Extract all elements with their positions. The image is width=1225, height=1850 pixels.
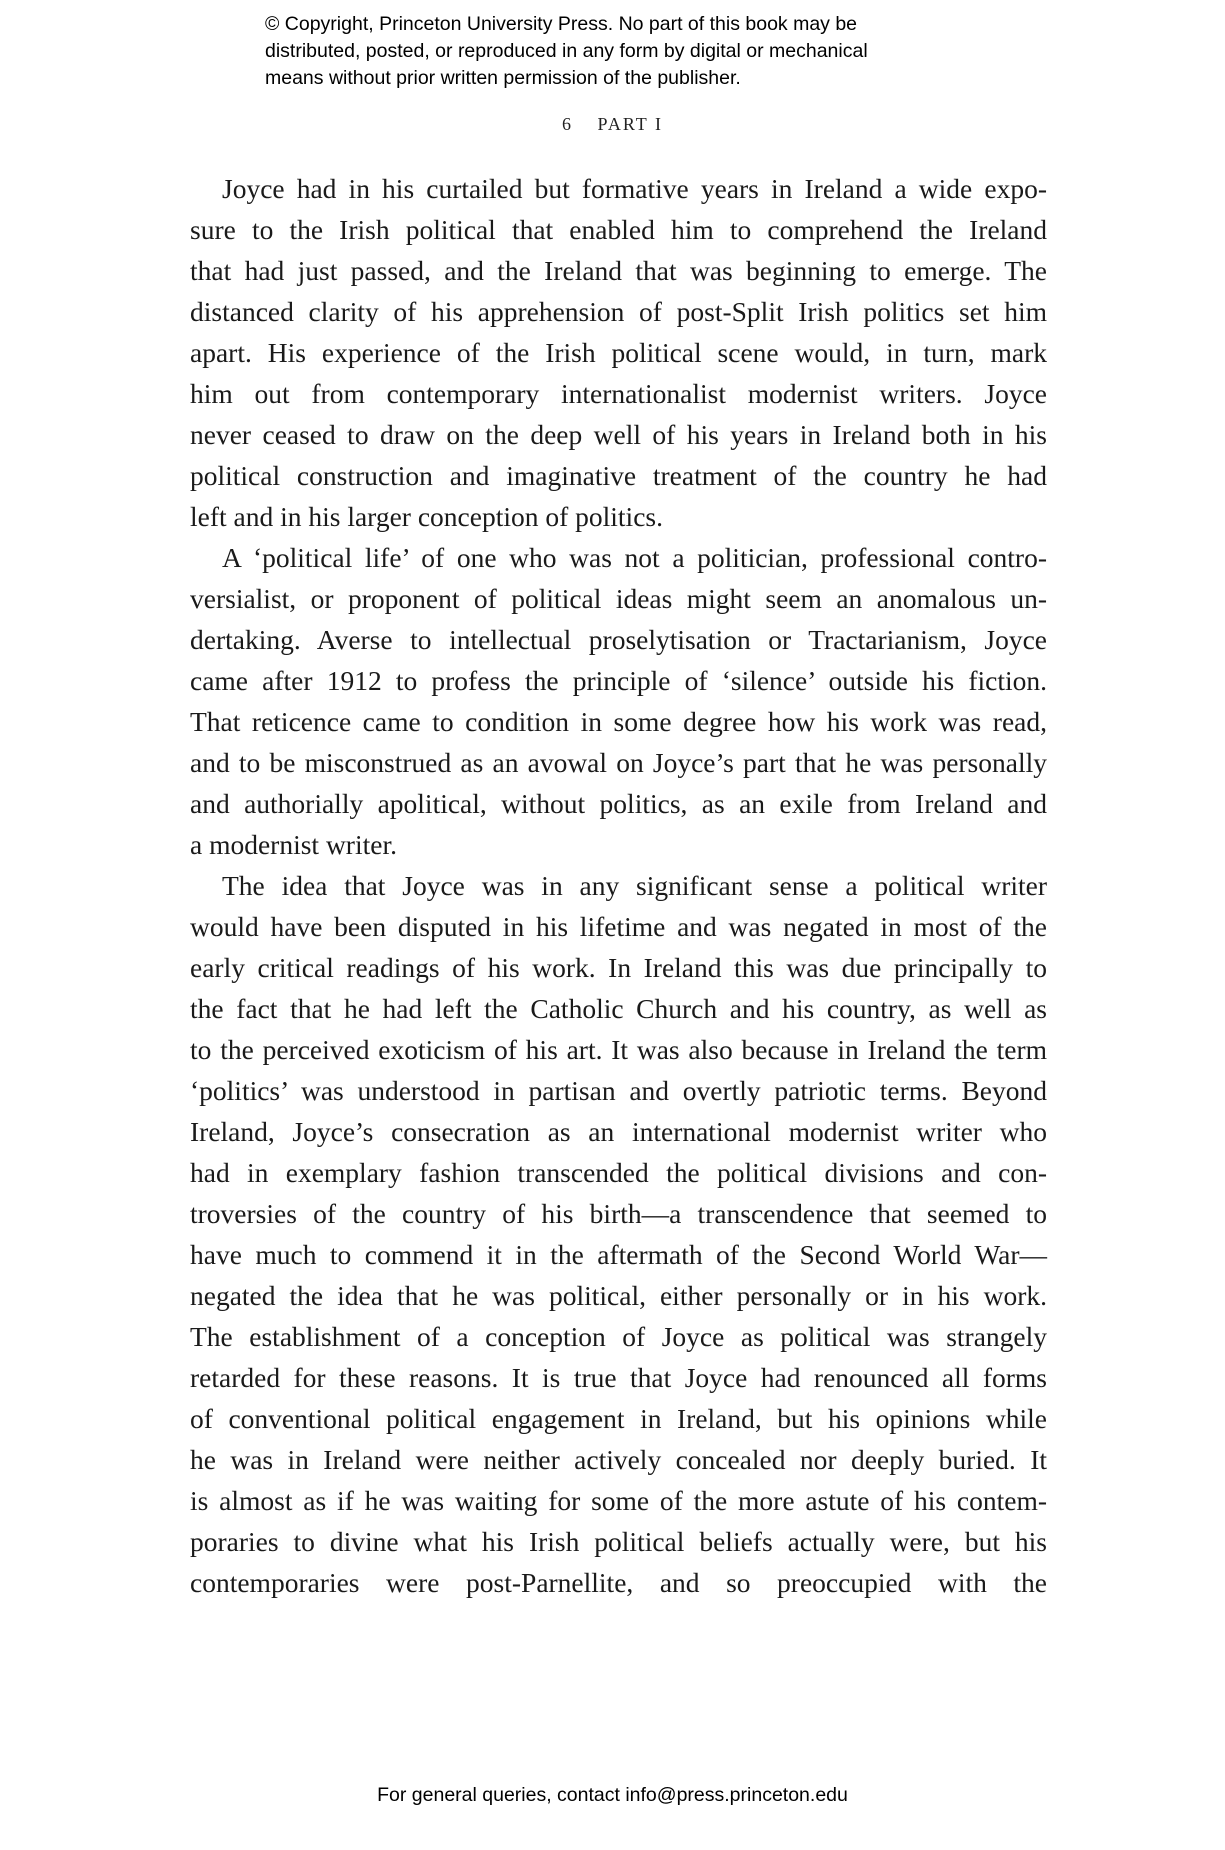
text-line: Ireland, Joyce’s consecration as an international modernist writer who	[190, 1116, 1047, 1147]
text-line: contemporaries were post-Parnellite, and so preoccupied with the	[190, 1567, 1047, 1598]
text-line: left and in his larger conception of politics.	[190, 501, 663, 532]
text-line: apart. His experience of the Irish political scene would, in turn, mark	[190, 337, 1047, 368]
body-text	[190, 168, 1047, 1603]
text-line: dertaking. Averse to intellectual proselytisation or Tractarianism, Joyce	[190, 624, 1047, 655]
section-title: PART I	[597, 114, 663, 134]
text-line: of conventional political engagement in Ireland, but his opinions while	[190, 1403, 1047, 1434]
text-line: is almost as if he was waiting for some of the more astute of his contem-	[190, 1485, 1047, 1516]
text-line: that had just passed, and the Ireland that was beginning to emerge. The	[190, 255, 1047, 286]
text-line: he was in Ireland were neither actively concealed nor deeply buried. It	[190, 1444, 1047, 1475]
text-line: versialist, or proponent of political ideas might seem an anomalous un-	[190, 583, 1047, 614]
text-line: The establishment of a conception of Joyce as political was strangely	[190, 1321, 1047, 1352]
text-line: and authorially apolitical, without politics, as an exile from Ireland and	[190, 788, 1047, 819]
paragraph	[190, 168, 1047, 537]
text-line: The idea that Joyce was in any significant sense a political writer	[222, 870, 1047, 901]
text-line: A ‘political life’ of one who was not a politician, professional contro-	[222, 542, 1047, 573]
text-line: would have been disputed in his lifetime and was negated in most of the	[190, 911, 1047, 942]
copyright-notice	[265, 11, 868, 92]
text-line: That reticence came to condition in some degree how his work was read,	[190, 706, 1047, 737]
text-line: had in exemplary fashion transcended the political divisions and con-	[190, 1157, 1047, 1188]
text-line: and to be misconstrued as an avowal on Joyce’s part that he was personally	[190, 747, 1047, 778]
text-line: political construction and imaginative treatment of the country he had	[190, 460, 1047, 491]
page-number: 6	[562, 114, 574, 134]
text-line: ‘politics’ was understood in partisan and overtly patriotic terms. Beyond	[190, 1075, 1047, 1106]
copyright-line: means without prior written permission of the publisher.	[265, 67, 741, 89]
running-head	[0, 114, 1225, 135]
text-line: Joyce had in his curtailed but formative years in Ireland a wide expo-	[222, 173, 1047, 204]
footer-contact: For general queries, contact info@press.princeton.edu	[377, 1784, 848, 1806]
text-line: the fact that he had left the Catholic Church and his country, as well as	[190, 993, 1047, 1024]
text-line: troversies of the country of his birth—a transcendence that seemed to	[190, 1198, 1047, 1229]
text-line: a modernist writer.	[190, 829, 397, 860]
paragraph	[190, 865, 1047, 1603]
text-line: distanced clarity of his apprehension of post-Split Irish politics set him	[190, 296, 1047, 327]
text-line: never ceased to draw on the deep well of his years in Ireland both in his	[190, 419, 1047, 450]
text-line: negated the idea that he was political, either personally or in his work.	[190, 1280, 1047, 1311]
text-line: him out from contemporary internationalist modernist writers. Joyce	[190, 378, 1047, 409]
text-line: early critical readings of his work. In Ireland this was due principally to	[190, 952, 1047, 983]
text-line: came after 1912 to profess the principle of ‘silence’ outside his fiction.	[190, 665, 1047, 696]
copyright-line: distributed, posted, or reproduced in any form by digital or mechanical	[265, 40, 868, 62]
text-line: have much to commend it in the aftermath of the Second World War—	[190, 1239, 1047, 1270]
text-line: poraries to divine what his Irish political beliefs actually were, but his	[190, 1526, 1047, 1557]
text-line: sure to the Irish political that enabled him to comprehend the Ireland	[190, 214, 1047, 245]
text-line: to the perceived exoticism of his art. It was also because in Ireland the term	[190, 1034, 1047, 1065]
text-line: retarded for these reasons. It is true that Joyce had renounced all forms	[190, 1362, 1047, 1393]
paragraph	[190, 537, 1047, 865]
copyright-line: © Copyright, Princeton University Press. No part of this book may be	[265, 13, 858, 35]
